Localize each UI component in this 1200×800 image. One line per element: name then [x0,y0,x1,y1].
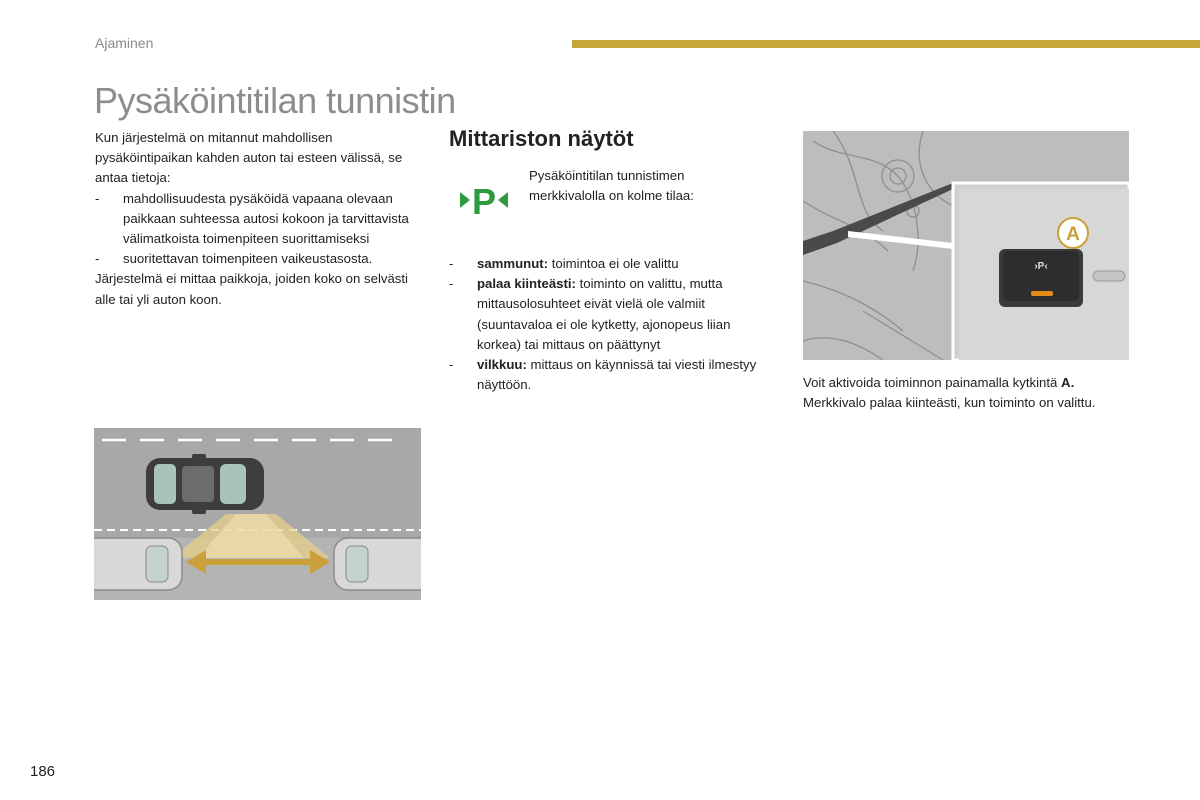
list-item-text: suoritettavan toimenpiteen vaikeustasosta. [123,251,373,267]
outro-paragraph: Järjestelmä ei mittaa paikkoja, joiden koko on selvästi alle tai yli auton koon. [95,271,408,307]
indicator-intro-text: Pysäköintitilan tunnistimen merkkivalolla on kolme tilaa: [529,168,694,204]
section-heading: Mittariston näytöt [449,126,634,151]
bullet-dash: - [95,190,100,206]
svg-text:P: P [471,181,497,220]
callout-badge [1058,218,1088,248]
indicator-intro [529,166,729,206]
list-item [95,189,415,250]
svg-text:›P‹: ›P‹ [1034,261,1048,272]
list-item [449,254,769,274]
state-term: sammunut: [477,256,549,271]
list-item [95,249,415,269]
intro-paragraph: Kun järjestelmä on mitannut mahdollisen pysäköintipaikan kahden auton tai esteen välissä, se antaa tietoja: [95,130,403,186]
indicator-states-list [449,254,769,395]
parking-space-measurement-illustration [94,428,421,600]
list-item-text: mahdollisuudesta pysäköidä vapaana olevaan paikkaan suhteessa autosi kokoon ja tarvittavista välimatkoista toimenpiteen suorittamiseksi [123,190,409,247]
caption-text: Voit aktivoida toiminnon painamalla kytkintä [803,375,1062,390]
state-term: vilkkuu: [477,357,527,373]
bullet-dash: - [95,251,100,267]
parking-sensor-indicator-icon [457,180,511,220]
intro-column [95,128,415,310]
moving-car [146,454,264,514]
section-header: Ajaminen [95,35,154,51]
state-term: palaa kiinteästi: [477,276,576,292]
header-accent-bar [572,40,1200,48]
state-text: toiminto on valittu, mutta mittausolosuhteet eivät vielä ole valmiit (suuntavaloa ei ole kytketty, ajonopeus liian korkea) tai mittaus on päättynyt [477,276,731,352]
caption-bold: A. [1061,375,1075,390]
dashboard-switch-illustration [803,131,1129,360]
list-item [449,355,769,395]
state-text: mittaus on käynnissä tai viesti ilmestyy näyttöön. [477,357,757,393]
page-title: Pysäköintitilan tunnistin [94,80,456,121]
parked-car-left [94,538,182,590]
page-number: 186 [30,763,56,780]
parked-car-right [334,538,421,590]
caption-text-2: Merkkivalo palaa kiinteästi, kun toiminto on valittu. [803,395,1096,411]
bullet-dash: - [449,276,454,292]
callout-letter: A [1066,224,1080,245]
list-item [449,274,769,355]
parking-sensor-switch [999,249,1083,307]
bullet-dash: - [449,256,454,271]
state-text: toimintoa ei ole valittu [548,256,679,271]
bullet-dash: - [449,357,454,373]
switch-caption [803,373,1133,413]
